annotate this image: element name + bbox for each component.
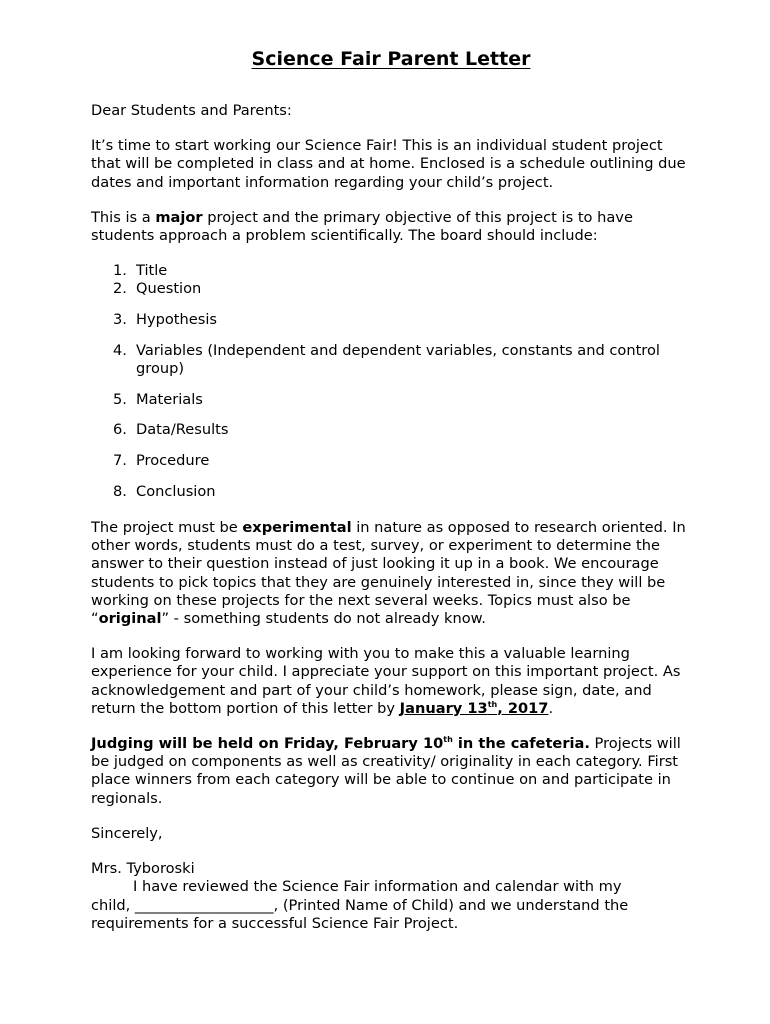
judging-bold-before: Judging will be held on Friday, February 10 <box>91 735 444 753</box>
board-items-list <box>91 262 691 501</box>
judging-rest: Projects will be judged on components as well as creativity/ originality in each category. First place winners from each category will be able to continue on and participate in regionals. <box>91 735 681 807</box>
original-bold: original <box>98 610 162 628</box>
page-title: Science Fair Parent Letter <box>251 48 531 70</box>
list-item-number: 8. <box>113 482 127 500</box>
list-item <box>91 483 691 501</box>
experimental-bold: experimental <box>242 519 352 537</box>
list-item-number: 2. <box>113 280 127 298</box>
letter-body <box>91 46 691 933</box>
acknowledgement-line2: child, ___________________, (Printed Name of Child) and we understand the requirements for a successful Science Fair Project. <box>91 896 629 932</box>
objective-text-after: project and the primary objective of this project is to have students approach a problem scientifically. The board should include: <box>91 208 633 245</box>
list-item-label: Title <box>136 262 168 280</box>
acknowledgement-line1: I have reviewed the Science Fair information and calendar with my <box>133 878 622 896</box>
list-item-number: 3. <box>113 311 127 329</box>
due-date-year: , 2017 <box>497 699 549 717</box>
list-item <box>91 452 691 470</box>
judging-bold-sup: th <box>443 735 453 745</box>
experimental-paragraph <box>91 519 691 628</box>
due-date-sup: th <box>487 699 498 709</box>
forward-text: I am looking forward to working with you to make this a valuable learning experience for your child. I appreciate your support on this important project. As acknowledgement and part of your child’s homework, please sign, date, and return the bottom portion of this letter by <box>91 645 681 717</box>
experimental-text-middle: in nature as opposed to research oriented. In other words, students must do a test, survey, or experiment to determine the answer to their question instead of just looking it up in a book. We encourage students to pick topics that they are genuinely interested in, since they will be working on these projects for the next several weeks. Topics must also be “ <box>91 519 686 628</box>
list-item <box>91 311 691 329</box>
greeting: Dear Students and Parents: <box>91 102 292 119</box>
intro-paragraph: It’s time to start working our Science Fair! This is an individual student project that will be completed in class and at home. Enclosed is a schedule outlining due dates and important information regarding your child’s project. <box>91 137 686 191</box>
closing: Sincerely, <box>91 824 163 842</box>
list-item-number: 6. <box>113 421 127 439</box>
list-item-label: Data/Results <box>136 421 229 439</box>
experimental-text-after: ” - something students do not already know. <box>161 610 486 628</box>
signature: Mrs. Tyboroski <box>91 860 195 878</box>
signature-block <box>91 860 691 933</box>
list-item-label: Hypothesis <box>136 311 218 329</box>
list-item <box>91 280 691 298</box>
list-item-label: Procedure <box>136 452 210 470</box>
list-item <box>91 262 691 280</box>
list-item-number: 4. <box>113 341 127 359</box>
list-item-number: 5. <box>113 390 127 408</box>
list-item-number: 1. <box>113 262 127 280</box>
list-item-label: Materials <box>136 390 203 408</box>
judging-paragraph <box>91 735 691 808</box>
due-date-main: January 13 <box>399 699 488 717</box>
list-item-label: Conclusion <box>136 482 216 500</box>
experimental-text-before: The project must be <box>91 519 243 537</box>
objective-text-before: This is a <box>91 208 156 226</box>
list-item <box>91 391 691 409</box>
forward-paragraph <box>91 645 691 718</box>
objective-bold: major <box>155 208 203 226</box>
list-item-label: Question <box>136 280 202 298</box>
list-item-number: 7. <box>113 452 127 470</box>
forward-end: . <box>548 699 554 717</box>
list-item <box>91 342 691 378</box>
judging-bold-after: in the cafeteria. <box>452 735 590 753</box>
due-date <box>400 700 549 717</box>
judging-bold <box>91 735 590 752</box>
list-item <box>91 421 691 439</box>
objective-paragraph <box>91 209 691 245</box>
list-item-label: Variables (Independent and dependent variables, constants and control group) <box>136 341 660 378</box>
